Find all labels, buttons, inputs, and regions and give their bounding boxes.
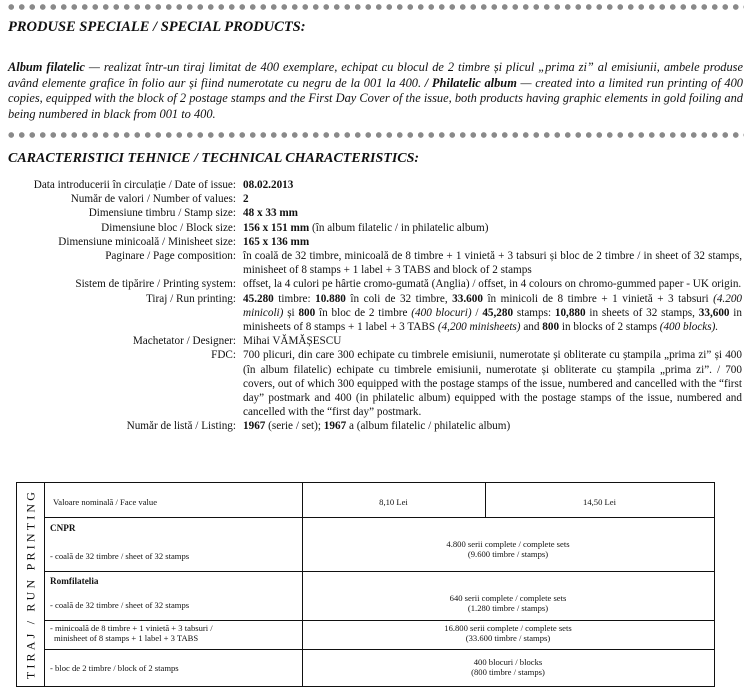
run-text: in sheets of 32 stamps, [585,306,699,319]
run-text: and [520,321,543,334]
spec-value: 2 [243,193,249,206]
section-title-special-products: PRODUSE SPECIALE / SPECIAL PRODUCTS: [8,19,306,35]
cnpr-item: - coală de 32 timbre / sheet of 32 stamps [50,551,190,561]
listing-number: 1967 [243,420,266,433]
run-minisheets-en: 33,600 [698,306,730,319]
spec-row-issue-date [0,178,750,192]
run-text: în bloc de 2 timbre [315,306,412,319]
block-count: 400 blocuri / blocks [473,657,543,667]
table-grid [45,483,714,686]
minisheet-item [50,623,213,643]
spec-label: Machetator / Designer: [132,335,236,348]
dotted-divider-top [6,3,744,11]
run-blocks-en: 800 [542,321,560,334]
run-text: și [283,306,299,319]
run-printing-table [16,482,715,687]
spec-value: 156 x 151 mm [243,221,310,234]
romfilatelia-label: Romfilatelia [50,576,99,586]
album-ro-text: — realizat într-un tiraj limitat de 400 exemplare, echipat cu blocul de 2 timbre și plicul „prima zi” al emisiunii, ambele produse având elemente grafice în folio aur și fiind numerotate cu negru de la 001 la 400. [8,60,744,90]
romfilatelia-quantity [302,593,714,613]
minisheet-item-ro: - minicoală de 8 timbre + 1 vinietă + 3 tabsuri / [50,623,213,633]
run-note: (400 blocuri) [411,306,472,319]
block-quantity [302,657,714,677]
spec-label: Tiraj / Run printing: [145,292,236,305]
run-total: 45.280 [243,292,274,305]
section-title-technical: CARACTERISTICI TEHNICE / TECHNICAL CHARACTERISTICS: [8,151,420,166]
row-divider [45,649,714,650]
run-text: / [471,306,483,319]
row-divider [45,517,714,518]
side-label-text: TIRAJ / RUN PRINTING [23,488,37,680]
minisheet-sets: 16.800 serii complete / complete sets [444,623,572,633]
special-products-description [8,60,743,122]
spec-label: Dimensiune minicoală / Minisheet size: [58,235,236,248]
spec-row-fdc [0,348,750,419]
run-text: in blocks of 2 stamps [559,321,660,334]
run-text: stamps: [513,306,555,319]
spec-label: Dimensiune timbru / Stamp size: [88,207,236,220]
run-text: în minicoli de 8 timbre + 1 vinietă + 3 tabsuri [482,292,714,305]
spec-value [243,292,742,335]
run-note: (4.200 minicoli) [243,292,743,319]
minisheet-item-en: minisheet of 8 stamps + 1 label + 3 TABS [54,633,199,643]
spec-label: Data introducerii în circulație / Date of issue: [33,179,236,191]
spec-value: în coală de 32 timbre, minicoală de 8 timbre + 1 vinietă + 3 tabsuri și bloc de 2 timbre / in sheet of 32 stamps, minisheet of 8 stamps + 1 label + 3 TABS and block of 2 stamps [243,250,742,277]
album-en-text: — created into a limited run printing of 400 copies, equipped with the block of 2 postage stamps and the First Day Cover of the issue, both products having graphic elements in gold foiling and being numbered in black from 001 to 400. [8,75,743,121]
face-value-8-10: 8,10 Lei [379,497,408,507]
spec-row-run-printing [0,292,750,335]
spec-row-page-composition [0,249,750,277]
cnpr-sets: 4.800 serii complete / complete sets [446,539,570,549]
cnpr-label: CNPR [50,523,76,533]
spec-row-values [0,192,750,206]
run-total-en: 45,280 [482,306,514,319]
table-side-label [17,483,45,686]
spec-label: Dimensiune bloc / Block size: [101,221,236,234]
run-sheets: 10.880 [315,292,346,305]
spec-value: 700 plicuri, din care 300 echipate cu timbrele emisiunii, numerotate și obliterate cu ștampila „prima zi” și 400 (în album filatelic) echipate cu timbrele emisiunii, numerotate și obliterate cu ștampila „prima zi”. / 700 covers, out of which 300 equipped with the postage stamps of the issue, numbered and cancelled with the “first day” postmark and 400 (in philatelic album) equipped with the postage stamps of the issue, numbered and cancelled with the “first day” postmark. [243,349,742,419]
spec-row-printing-system [0,277,750,291]
spec-label: Sistem de tipărire / Printing system: [75,278,236,291]
spec-row-stamp-size [0,206,750,220]
listing-number: 1967 [323,420,347,433]
technical-specs [0,178,750,434]
face-value-label: Valoare nominală / Face value [53,497,158,507]
row-divider [45,571,714,572]
spec-row-designer [0,334,750,348]
run-text: in minisheets of 8 stamps + 1 label + 3 TABS [243,306,743,334]
run-text: timbre: [273,292,316,305]
dotted-divider-middle [6,131,744,139]
listing-text: (serie / set); [265,420,324,433]
minisheet-stamps: (33.600 timbre / stamps) [465,633,551,643]
spec-label: Paginare / Page composition: [105,250,236,263]
spec-value: 165 x 136 mm [243,235,310,248]
run-sheets-en: 10,880 [554,306,586,319]
spec-label: Număr de valori / Number of values: [70,193,236,206]
block-stamps: (800 timbre / stamps) [471,667,545,677]
spec-row-block-size [0,221,750,235]
spec-value: 08.02.2013 [243,179,294,191]
spec-value-note: (în album filatelic / in philatelic album) [309,221,489,234]
run-minisheets: 33.600 [452,292,483,305]
spec-row-minisheet-size [0,235,750,249]
run-note: (400 blocks). [659,321,719,334]
listing-text: a (album filatelic / philatelic album) [346,420,511,433]
minisheet-quantity [302,623,714,643]
run-blocks: 800 [298,306,316,319]
block-item: - bloc de 2 timbre / block of 2 stamps [50,663,179,673]
cnpr-stamps: (9.600 timbre / stamps) [467,549,549,559]
romfilatelia-stamps: (1.280 timbre / stamps) [467,603,549,613]
row-divider [45,620,714,621]
spec-value: 48 x 33 mm [243,207,298,220]
spec-row-listing [0,419,750,433]
face-value-14-50: 14,50 Lei [583,497,616,507]
spec-label: FDC: [211,349,236,362]
run-text: în coli de 32 timbre, [345,292,453,305]
spec-value: offset, la 4 culori pe hârtie cromo-gumată (Anglia) / offset, in 4 colours on chromo-gummed paper - UK origin. [243,278,742,291]
spec-label: Număr de listă / Listing: [126,420,236,433]
album-en-title: / Philatelic album [421,75,517,90]
run-note: (4,200 minisheets) [437,321,521,334]
spec-value: Mihai VĂMĂȘESCU [243,335,342,348]
romfilatelia-item: - coală de 32 timbre / sheet of 32 stamps [50,600,190,610]
album-ro-title: Album filatelic [8,60,85,74]
romfilatelia-sets: 640 serii complete / complete sets [449,593,567,603]
cnpr-quantity [302,539,714,559]
